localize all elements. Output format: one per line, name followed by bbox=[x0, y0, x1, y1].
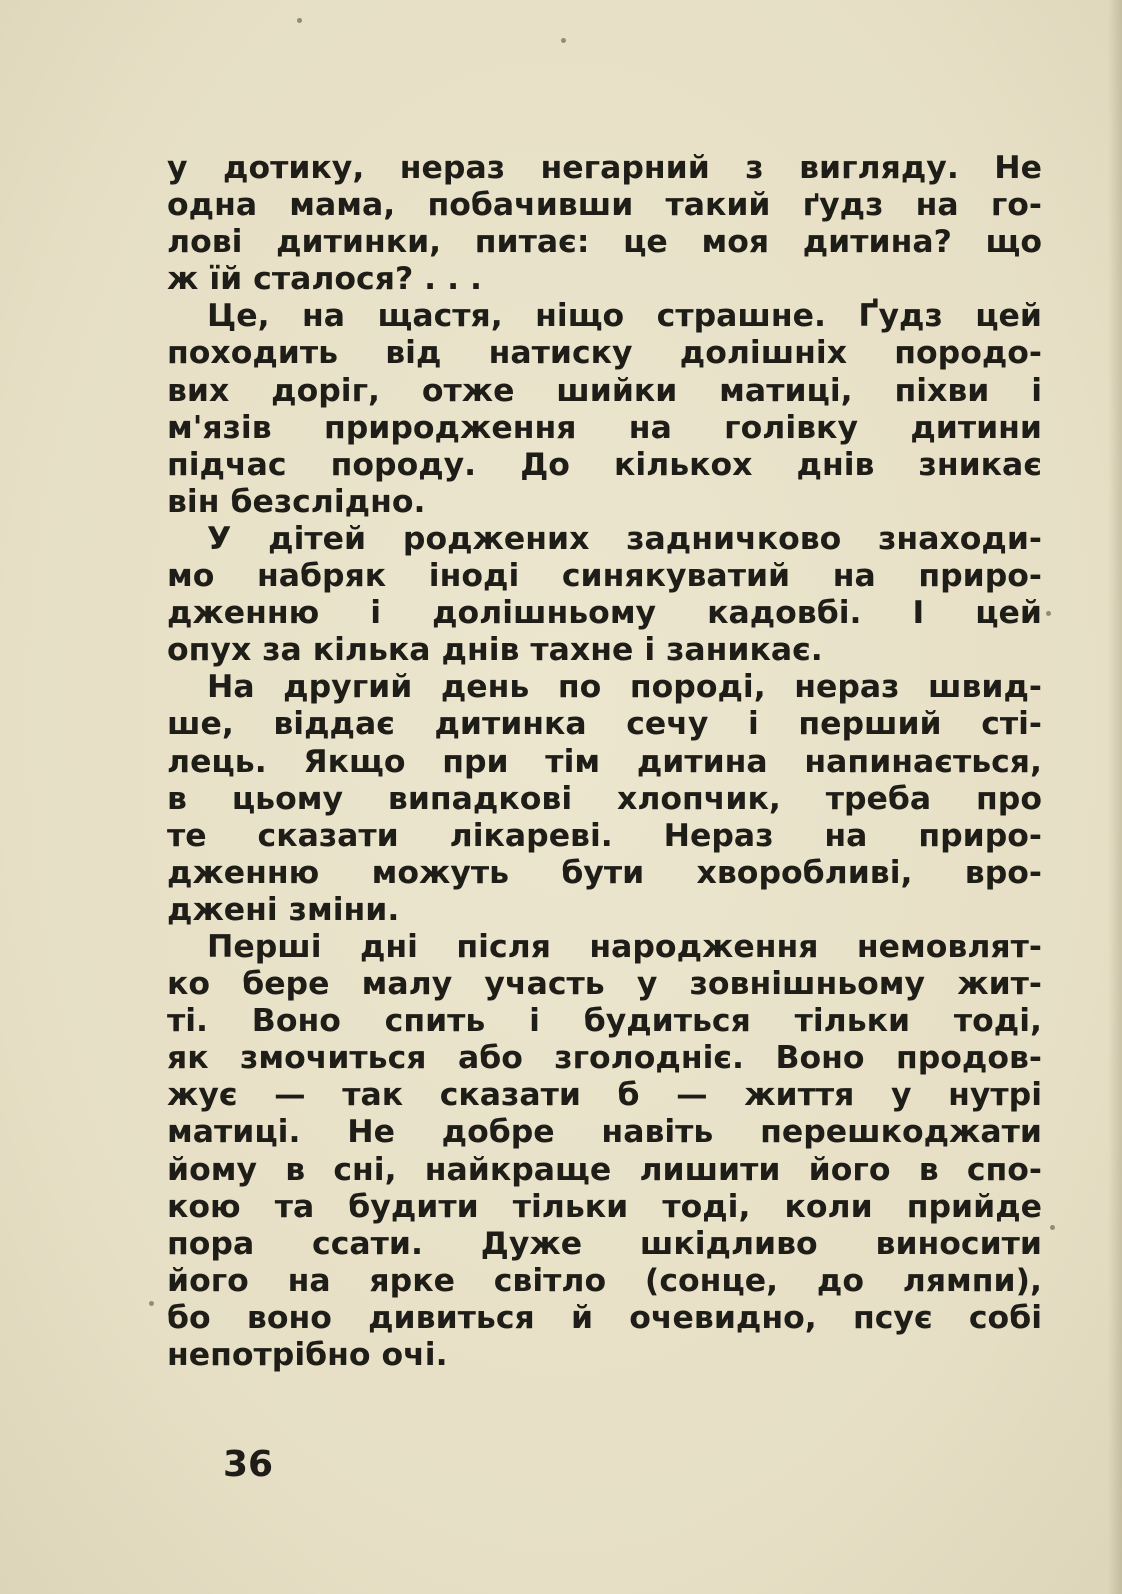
text-line: бо воно дивиться й очевидно, псує собі bbox=[167, 1299, 1042, 1336]
text-line: У дітей роджених задничково знаходи- bbox=[207, 520, 1042, 557]
text-line: як змочиться або зголодніє. Воно продов- bbox=[167, 1040, 1042, 1077]
text-line: походить від натиску долішніх породо- bbox=[167, 335, 1042, 372]
text-line: кою та будити тільки тоді, коли прийде bbox=[167, 1188, 1042, 1225]
text-line: дженню можуть бути хворобливі, вро- bbox=[167, 854, 1042, 891]
text-line: опух за кілька днів тахне і заникає. bbox=[167, 632, 823, 669]
text-line: матиці. Не добре навіть перешкоджати bbox=[167, 1114, 1042, 1151]
text-line: джені зміни. bbox=[167, 891, 400, 928]
text-line: ж їй сталося? . . . bbox=[167, 261, 483, 298]
text-line: у дотику, нераз негарний з вигляду. Не bbox=[167, 150, 1042, 186]
text-line: ко бере малу участь у зовнішньому жит- bbox=[167, 966, 1042, 1003]
text-line: мо набряк іноді синякуватий на приро- bbox=[167, 558, 1042, 595]
text-line: підчас породу. До кількох днів зникає bbox=[167, 446, 1042, 483]
text-line: пора ссати. Дуже шкідливо виносити bbox=[167, 1225, 1042, 1262]
text-line: Це, на щастя, ніщо страшне. Ґудз цей bbox=[207, 298, 1042, 335]
text-line: лець. Якщо при тім дитина напинається, bbox=[167, 743, 1042, 780]
print-speck bbox=[149, 1301, 154, 1306]
text-line: непотрібно очі. bbox=[167, 1337, 448, 1373]
page-edge-shadow bbox=[1108, 0, 1122, 1594]
print-speck bbox=[1046, 611, 1051, 616]
text-line: На другий день по породі, нераз швид- bbox=[207, 669, 1042, 706]
print-speck bbox=[1050, 1225, 1055, 1230]
text-line: йому в сні, найкраще лишити його в спо- bbox=[167, 1151, 1042, 1188]
text-line: м'язів природження на голівку дитини bbox=[167, 409, 1042, 446]
text-line: лові дитинки, питає: це моя дитина? що bbox=[167, 224, 1042, 261]
page-body-text bbox=[167, 150, 1042, 1374]
print-speck bbox=[561, 38, 566, 43]
text-line: дженню і долішньому кадовбі. І цей bbox=[167, 595, 1042, 632]
text-line: Перші дні після народження немовлят- bbox=[207, 928, 1042, 965]
text-line: те сказати лікареві. Нераз на приро- bbox=[167, 817, 1042, 854]
text-line: ті. Воно спить і будиться тільки тоді, bbox=[167, 1003, 1042, 1040]
text-line: жує — так сказати б — життя у нутрі bbox=[167, 1077, 1042, 1114]
page-number: 36 bbox=[223, 1444, 274, 1485]
text-line: ше, віддає дитинка сечу і перший сті- bbox=[167, 706, 1042, 743]
text-line: вих доріг, отже шийки матиці, піхви і bbox=[167, 372, 1042, 409]
text-line: він безслідно. bbox=[167, 483, 426, 520]
text-line: в цьому випадкові хлопчик, треба про bbox=[167, 780, 1042, 817]
print-speck bbox=[297, 18, 302, 23]
text-line: його на ярке світло (сонце, до лямпи), bbox=[167, 1262, 1042, 1299]
text-line: одна мама, побачивши такий ґудз на го- bbox=[167, 187, 1042, 224]
